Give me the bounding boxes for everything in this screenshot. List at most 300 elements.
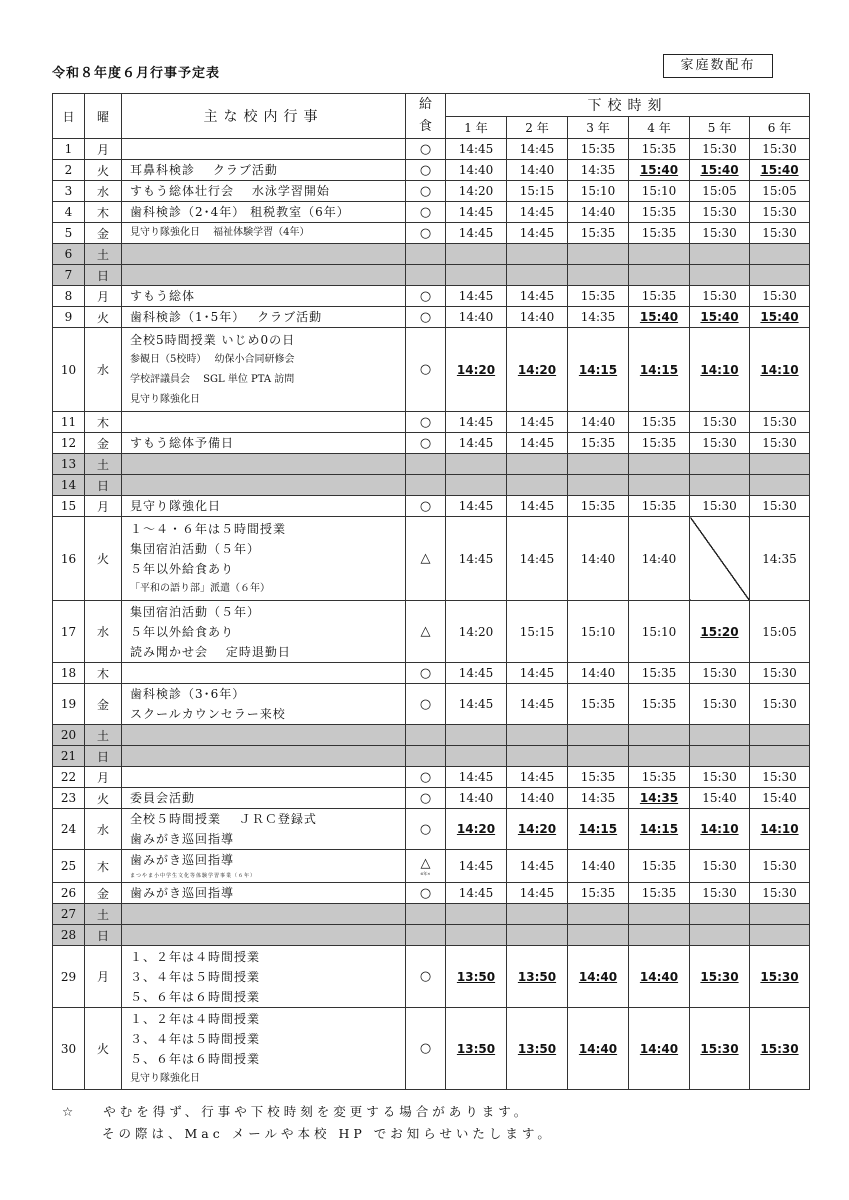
time-cell xyxy=(568,925,629,946)
time-cell: 14:10 xyxy=(750,809,810,850)
time-cell: 14:20 xyxy=(507,328,568,412)
weekday-cell: 月 xyxy=(85,767,122,788)
weekday-cell: 金 xyxy=(85,883,122,904)
time-cell: 15:15 xyxy=(507,601,568,663)
events-cell xyxy=(122,286,406,307)
table-row xyxy=(53,286,810,307)
time-cell: 15:35 xyxy=(568,433,629,454)
weekday-cell: 金 xyxy=(85,223,122,244)
time-cell: 15:35 xyxy=(568,496,629,517)
time-cell: 15:35 xyxy=(629,663,690,684)
lunch-mark: ○ xyxy=(419,435,432,451)
lunch-mark: ○ xyxy=(419,821,432,837)
events-cell xyxy=(122,904,406,925)
time-cell: 14:40 xyxy=(446,307,507,328)
time-cell xyxy=(507,244,568,265)
events-cell xyxy=(122,496,406,517)
time-cell xyxy=(629,244,690,265)
day-cell: 1 xyxy=(53,139,85,160)
event-line: １、２年は４時間授業 xyxy=(130,1011,261,1026)
time-cell: 14:40 xyxy=(507,160,568,181)
table-row xyxy=(53,265,810,286)
time-cell: 15:30 xyxy=(750,433,810,454)
day-cell: 12 xyxy=(53,433,85,454)
time-cell: 15:05 xyxy=(750,601,810,663)
table-row xyxy=(53,746,810,767)
time-cell: 15:10 xyxy=(568,601,629,663)
day-cell: 16 xyxy=(53,517,85,601)
time-cell: 15:40 xyxy=(629,160,690,181)
time-cell xyxy=(629,925,690,946)
weekday-cell: 月 xyxy=(85,496,122,517)
time-cell: 14:45 xyxy=(446,496,507,517)
day-cell: 14 xyxy=(53,475,85,496)
lunch-cell xyxy=(406,746,446,767)
time-cell: 15:20 xyxy=(690,601,750,663)
time-cell xyxy=(750,454,810,475)
event-line: 耳鼻科検診 クラブ活動 xyxy=(130,163,278,177)
time-cell: 14:35 xyxy=(568,788,629,809)
time-cell: 14:15 xyxy=(629,809,690,850)
time-cell xyxy=(629,746,690,767)
time-cell xyxy=(690,475,750,496)
time-cell: 15:30 xyxy=(690,663,750,684)
events-cell xyxy=(122,684,406,725)
day-cell: 17 xyxy=(53,601,85,663)
time-cell xyxy=(507,454,568,475)
time-cell: 15:10 xyxy=(629,601,690,663)
time-cell: 15:30 xyxy=(750,286,810,307)
weekday-cell: 月 xyxy=(85,946,122,1008)
events-cell xyxy=(122,809,406,850)
time-cell: 15:35 xyxy=(629,412,690,433)
lunch-cell xyxy=(406,265,446,286)
events-cell xyxy=(122,202,406,223)
lunch-cell xyxy=(406,244,446,265)
time-cell: 15:35 xyxy=(629,286,690,307)
lunch-cell xyxy=(406,767,446,788)
time-cell: 14:45 xyxy=(507,286,568,307)
lunch-cell xyxy=(406,904,446,925)
event-line: 全校5時間授業 いじめ0の日 xyxy=(130,332,296,347)
weekday-cell: 月 xyxy=(85,286,122,307)
day-cell: 7 xyxy=(53,265,85,286)
table-row xyxy=(53,1008,810,1090)
lunch-cell xyxy=(406,1008,446,1090)
weekday-cell: 金 xyxy=(85,433,122,454)
time-cell: 15:35 xyxy=(629,223,690,244)
events-cell xyxy=(122,601,406,663)
time-cell xyxy=(690,454,750,475)
lunch-mark: △ xyxy=(420,551,431,566)
time-cell: 15:30 xyxy=(750,946,810,1008)
events-cell xyxy=(122,663,406,684)
table-row xyxy=(53,788,810,809)
time-cell: 15:05 xyxy=(750,181,810,202)
time-cell: 15:35 xyxy=(629,433,690,454)
table-row xyxy=(53,328,810,412)
header-grade: 3 年 xyxy=(568,116,629,139)
time-cell: 14:45 xyxy=(507,883,568,904)
lunch-mark: ○ xyxy=(419,498,432,514)
time-cell: 15:35 xyxy=(629,684,690,725)
event-line: 歯みがき巡回指導 xyxy=(130,886,235,900)
time-cell: 15:30 xyxy=(750,139,810,160)
time-cell: 14:40 xyxy=(568,946,629,1008)
events-cell xyxy=(122,265,406,286)
time-cell: 15:35 xyxy=(568,684,629,725)
header-lunch-bottom: 食 xyxy=(418,119,432,134)
time-cell xyxy=(629,475,690,496)
time-cell: 15:30 xyxy=(690,767,750,788)
time-cell: 14:40 xyxy=(568,1008,629,1090)
time-cell: 15:35 xyxy=(568,223,629,244)
weekday-cell: 火 xyxy=(85,1008,122,1090)
events-cell xyxy=(122,925,406,946)
time-cell xyxy=(750,925,810,946)
weekday-cell: 水 xyxy=(85,328,122,412)
time-cell xyxy=(629,454,690,475)
day-cell: 10 xyxy=(53,328,85,412)
time-cell: 14:10 xyxy=(690,809,750,850)
lunch-mark: ○ xyxy=(419,362,432,377)
event-line: 歯科検診（3･6年） xyxy=(130,687,246,701)
time-cell: 15:35 xyxy=(629,496,690,517)
weekday-cell: 土 xyxy=(85,904,122,925)
day-cell: 9 xyxy=(53,307,85,328)
lunch-mark: ○ xyxy=(419,414,432,430)
lunch-mark: ○ xyxy=(419,288,432,304)
events-cell xyxy=(122,946,406,1008)
time-cell: 14:40 xyxy=(629,946,690,1008)
day-cell: 11 xyxy=(53,412,85,433)
table-row xyxy=(53,517,810,601)
time-cell: 15:40 xyxy=(690,160,750,181)
footer-note-1 xyxy=(62,1102,530,1120)
time-cell xyxy=(507,475,568,496)
time-cell: 15:30 xyxy=(690,1008,750,1090)
lunch-mark: ○ xyxy=(419,1041,432,1056)
time-cell: 15:30 xyxy=(690,412,750,433)
time-cell: 15:30 xyxy=(690,433,750,454)
time-cell xyxy=(568,904,629,925)
time-cell: 15:30 xyxy=(750,684,810,725)
time-cell xyxy=(750,725,810,746)
time-cell: 14:45 xyxy=(446,202,507,223)
table-row xyxy=(53,601,810,663)
time-cell xyxy=(446,454,507,475)
table-row xyxy=(53,454,810,475)
time-cell: 14:20 xyxy=(446,328,507,412)
time-cell: 14:15 xyxy=(568,328,629,412)
day-cell: 5 xyxy=(53,223,85,244)
weekday-cell: 水 xyxy=(85,809,122,850)
event-line: すもう総体壮行会 水泳学習開始 xyxy=(130,184,330,198)
time-cell xyxy=(629,265,690,286)
event-line: 学校評議員会 SGL 単位 PTA 訪問 xyxy=(130,373,295,385)
weekday-cell: 土 xyxy=(85,244,122,265)
table-row xyxy=(53,475,810,496)
time-cell: 15:35 xyxy=(629,850,690,883)
lunch-cell xyxy=(406,202,446,223)
day-cell: 22 xyxy=(53,767,85,788)
time-cell xyxy=(568,475,629,496)
time-cell: 14:45 xyxy=(507,663,568,684)
footer-note-2: その際は、Mac メールや本校 HP でお知らせいたします。 xyxy=(102,1126,554,1141)
event-line: 「平和の語り部」派遣（６年） xyxy=(130,582,270,594)
day-cell: 23 xyxy=(53,788,85,809)
time-cell: 14:45 xyxy=(507,223,568,244)
footer-line-1: やむを得ず、行事や下校時刻を変更する場合があります。 xyxy=(103,1104,531,1119)
time-cell: 14:45 xyxy=(446,850,507,883)
time-cell: 14:40 xyxy=(446,788,507,809)
time-cell xyxy=(750,904,810,925)
lunch-mark: △ xyxy=(420,624,431,639)
time-cell: 15:35 xyxy=(568,286,629,307)
events-cell xyxy=(122,307,406,328)
lunch-cell xyxy=(406,809,446,850)
time-cell: 15:30 xyxy=(750,883,810,904)
time-cell: 15:30 xyxy=(690,286,750,307)
event-line: 集団宿泊活動（５年） xyxy=(130,604,261,619)
event-line: 見守り隊強化日 xyxy=(130,393,200,405)
lunch-cell xyxy=(406,946,446,1008)
day-cell: 15 xyxy=(53,496,85,517)
lunch-mark: ○ xyxy=(419,665,432,681)
time-cell: 14:45 xyxy=(507,684,568,725)
time-cell: 14:20 xyxy=(446,601,507,663)
lunch-cell xyxy=(406,307,446,328)
time-cell: 14:45 xyxy=(446,139,507,160)
lunch-mark: ○ xyxy=(419,969,432,984)
events-cell xyxy=(122,725,406,746)
time-cell: 14:15 xyxy=(629,328,690,412)
time-cell xyxy=(446,925,507,946)
weekday-cell: 日 xyxy=(85,746,122,767)
lunch-cell xyxy=(406,788,446,809)
header-grade: 6 年 xyxy=(750,116,810,139)
time-cell xyxy=(750,475,810,496)
lunch-mark: ○ xyxy=(419,183,432,199)
time-cell: 15:30 xyxy=(750,496,810,517)
event-line: ５年以外給食あり xyxy=(130,624,235,639)
time-cell: 14:15 xyxy=(568,809,629,850)
event-line: すもう総体 xyxy=(130,289,196,303)
weekday-cell: 木 xyxy=(85,663,122,684)
day-cell: 30 xyxy=(53,1008,85,1090)
time-cell: 15:30 xyxy=(690,202,750,223)
events-cell xyxy=(122,412,406,433)
time-cell xyxy=(629,904,690,925)
event-line: ３、４年は５時間授業 xyxy=(130,969,261,984)
time-cell: 13:50 xyxy=(446,1008,507,1090)
time-cell xyxy=(690,904,750,925)
header-events: 主な校内行事 xyxy=(122,94,406,139)
time-cell xyxy=(568,244,629,265)
events-cell xyxy=(122,767,406,788)
time-cell xyxy=(568,746,629,767)
time-cell xyxy=(507,725,568,746)
table-row xyxy=(53,850,810,883)
events-cell xyxy=(122,883,406,904)
event-line: 歯科検診（1･5年） クラブ活動 xyxy=(130,310,323,324)
weekday-cell: 水 xyxy=(85,181,122,202)
lunch-cell xyxy=(406,328,446,412)
time-cell: 14:45 xyxy=(507,433,568,454)
lunch-cell xyxy=(406,850,446,883)
day-cell: 29 xyxy=(53,946,85,1008)
table-row xyxy=(53,433,810,454)
time-cell: 15:10 xyxy=(629,181,690,202)
lunch-cell xyxy=(406,601,446,663)
time-cell xyxy=(629,725,690,746)
day-cell: 28 xyxy=(53,925,85,946)
events-cell xyxy=(122,517,406,601)
lunch-cell xyxy=(406,883,446,904)
time-cell xyxy=(446,746,507,767)
event-line: スクールカウンセラー来校 xyxy=(130,707,286,721)
time-cell xyxy=(446,244,507,265)
events-cell xyxy=(122,181,406,202)
header-dismissal: 下校時刻 xyxy=(446,94,810,117)
table-row xyxy=(53,181,810,202)
time-cell: 15:35 xyxy=(629,202,690,223)
events-cell xyxy=(122,223,406,244)
time-cell xyxy=(568,725,629,746)
table-row xyxy=(53,904,810,925)
lunch-cell xyxy=(406,286,446,307)
time-cell xyxy=(446,904,507,925)
day-cell: 19 xyxy=(53,684,85,725)
lunch-cell xyxy=(406,475,446,496)
time-cell: 14:40 xyxy=(629,517,690,601)
time-cell: 14:40 xyxy=(446,160,507,181)
table-row xyxy=(53,684,810,725)
lunch-cell xyxy=(406,725,446,746)
weekday-cell: 火 xyxy=(85,517,122,601)
time-cell: 15:30 xyxy=(750,850,810,883)
table-row xyxy=(53,946,810,1008)
lunch-mark: ○ xyxy=(419,225,432,241)
time-cell xyxy=(446,265,507,286)
time-cell: 14:40 xyxy=(568,663,629,684)
table-row xyxy=(53,767,810,788)
time-cell: 14:45 xyxy=(507,202,568,223)
time-cell: 14:45 xyxy=(446,767,507,788)
weekday-cell: 日 xyxy=(85,475,122,496)
events-cell xyxy=(122,328,406,412)
header-lunch-top: 給 xyxy=(418,97,432,112)
table-row xyxy=(53,307,810,328)
time-cell: 15:15 xyxy=(507,181,568,202)
time-cell: 14:40 xyxy=(507,788,568,809)
lunch-mark: ○ xyxy=(419,769,432,785)
lunch-cell xyxy=(406,496,446,517)
time-cell: 14:20 xyxy=(446,181,507,202)
time-cell: 15:05 xyxy=(690,181,750,202)
lunch-cell xyxy=(406,412,446,433)
distribution-label: 家庭数配布 xyxy=(663,54,773,78)
table-row xyxy=(53,663,810,684)
time-cell: 13:50 xyxy=(507,1008,568,1090)
time-cell xyxy=(690,517,750,601)
lunch-cell xyxy=(406,454,446,475)
time-cell: 15:30 xyxy=(750,412,810,433)
time-cell: 15:10 xyxy=(568,181,629,202)
table-row xyxy=(53,244,810,265)
time-cell: 15:40 xyxy=(629,307,690,328)
day-cell: 8 xyxy=(53,286,85,307)
header-grade: 4 年 xyxy=(629,116,690,139)
weekday-cell: 月 xyxy=(85,139,122,160)
table-row xyxy=(53,202,810,223)
star-icon: ☆ xyxy=(62,1104,78,1119)
time-cell xyxy=(750,265,810,286)
schedule-table xyxy=(52,93,810,1090)
time-cell: 14:45 xyxy=(446,883,507,904)
time-cell xyxy=(750,746,810,767)
event-line: 見守り隊強化日 xyxy=(130,499,222,513)
time-cell: 15:30 xyxy=(750,767,810,788)
lunch-cell xyxy=(406,160,446,181)
day-cell: 3 xyxy=(53,181,85,202)
time-cell: 14:40 xyxy=(568,850,629,883)
event-line: ５年以外給食あり xyxy=(130,561,235,576)
time-cell: 15:40 xyxy=(750,307,810,328)
time-cell: 14:45 xyxy=(507,139,568,160)
lunch-cell xyxy=(406,139,446,160)
weekday-cell: 木 xyxy=(85,202,122,223)
time-cell: 15:35 xyxy=(568,767,629,788)
time-cell: 13:50 xyxy=(507,946,568,1008)
event-line: 歯みがき巡回指導 xyxy=(130,832,235,846)
time-cell: 14:35 xyxy=(568,307,629,328)
event-line: 委員会活動 xyxy=(130,791,196,805)
time-cell: 14:45 xyxy=(446,223,507,244)
event-line: すもう総体予備日 xyxy=(130,436,235,450)
lunch-mark: ○ xyxy=(419,162,432,178)
table-row xyxy=(53,496,810,517)
day-cell: 24 xyxy=(53,809,85,850)
table-row xyxy=(53,883,810,904)
event-line: まつやま小中学生文化等体験学習事業（６年） xyxy=(130,873,257,879)
event-line: 歯みがき巡回指導 xyxy=(130,853,235,867)
events-cell xyxy=(122,139,406,160)
table-row xyxy=(53,725,810,746)
day-cell: 6 xyxy=(53,244,85,265)
lunch-cell xyxy=(406,684,446,725)
header-grade: 2 年 xyxy=(507,116,568,139)
weekday-cell: 土 xyxy=(85,725,122,746)
time-cell: 14:10 xyxy=(750,328,810,412)
day-cell: 20 xyxy=(53,725,85,746)
events-cell xyxy=(122,244,406,265)
event-line: 読み聞かせ会 定時退勤日 xyxy=(130,644,291,659)
lunch-mark: ○ xyxy=(419,141,432,157)
time-cell xyxy=(507,265,568,286)
event-line: 全校５時間授業 ＪＲＣ登録式 xyxy=(130,812,317,826)
weekday-cell: 木 xyxy=(85,412,122,433)
time-cell xyxy=(750,244,810,265)
event-line: 見守り隊強化日 xyxy=(130,1072,200,1084)
time-cell xyxy=(690,265,750,286)
time-cell xyxy=(690,244,750,265)
day-cell: 26 xyxy=(53,883,85,904)
events-cell xyxy=(122,454,406,475)
day-cell: 18 xyxy=(53,663,85,684)
lunch-mark: ○ xyxy=(419,790,432,806)
time-cell: 15:35 xyxy=(629,139,690,160)
